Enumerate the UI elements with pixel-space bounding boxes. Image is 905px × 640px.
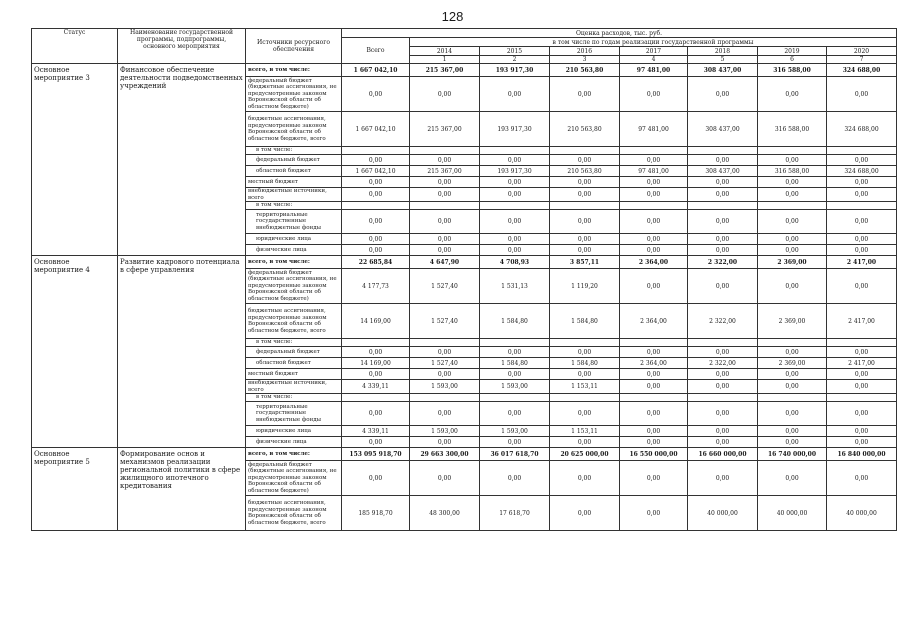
amount-cell: 0,00	[688, 155, 758, 166]
section-status: Основное мероприятие 3	[32, 64, 118, 256]
amount-cell: 0,00	[688, 269, 758, 304]
amount-cell	[410, 394, 480, 402]
amount-cell: 0,00	[410, 461, 480, 496]
funding-source: местный бюджет	[246, 369, 342, 380]
funding-source: областной бюджет	[246, 358, 342, 369]
amount-cell: 0,00	[758, 347, 827, 358]
section-status: Основное мероприятие 4	[32, 256, 118, 448]
amount-cell: 0,00	[827, 426, 897, 437]
amount-cell	[550, 394, 620, 402]
amount-cell: 308 437,00	[688, 64, 758, 77]
amount-cell: 0,00	[620, 369, 688, 380]
funding-source: в том числе:	[246, 147, 342, 155]
amount-cell: 0,00	[620, 269, 688, 304]
amount-cell: 215 367,00	[410, 112, 480, 147]
amount-cell: 0,00	[550, 496, 620, 531]
amount-cell: 0,00	[480, 155, 550, 166]
amount-cell: 40 000,00	[827, 496, 897, 531]
funding-source: в том числе:	[246, 339, 342, 347]
funding-source: всего, в том числе:	[246, 64, 342, 77]
header-year: 2016	[550, 47, 620, 56]
amount-cell: 0,00	[620, 380, 688, 394]
amount-cell: 324 688,00	[827, 166, 897, 177]
amount-cell: 0,00	[827, 269, 897, 304]
amount-cell: 185 918,70	[342, 496, 410, 531]
amount-cell: 0,00	[827, 245, 897, 256]
amount-cell: 4 708,93	[480, 256, 550, 269]
amount-cell: 0,00	[758, 402, 827, 426]
amount-cell: 2 322,00	[688, 358, 758, 369]
amount-cell	[342, 394, 410, 402]
amount-cell	[410, 202, 480, 210]
amount-cell	[827, 202, 897, 210]
amount-cell: 1 667 042,10	[342, 64, 410, 77]
amount-cell: 0,00	[410, 177, 480, 188]
amount-cell: 0,00	[342, 347, 410, 358]
amount-cell: 0,00	[342, 245, 410, 256]
amount-cell: 0,00	[410, 234, 480, 245]
amount-cell: 0,00	[688, 380, 758, 394]
amount-cell: 1 584,80	[550, 358, 620, 369]
amount-cell: 4 339,11	[342, 380, 410, 394]
amount-cell: 16 660 000,00	[688, 448, 758, 461]
amount-cell: 0,00	[827, 380, 897, 394]
amount-cell: 40 000,00	[758, 496, 827, 531]
amount-cell: 48 300,00	[410, 496, 480, 531]
table-row	[32, 448, 897, 461]
amount-cell: 1 667 042,10	[342, 166, 410, 177]
amount-cell: 0,00	[620, 402, 688, 426]
amount-cell	[758, 147, 827, 155]
amount-cell: 2 369,00	[758, 358, 827, 369]
amount-cell: 1 593,00	[480, 380, 550, 394]
funding-source: внебюджетные источники, всего	[246, 188, 342, 202]
amount-cell: 0,00	[758, 426, 827, 437]
funding-source: в том числе:	[246, 394, 342, 402]
column-index: 4	[620, 56, 688, 64]
amount-cell	[827, 339, 897, 347]
amount-cell: 0,00	[410, 210, 480, 234]
amount-cell: 0,00	[620, 155, 688, 166]
amount-cell: 0,00	[480, 245, 550, 256]
amount-cell: 22 685,84	[342, 256, 410, 269]
amount-cell: 0,00	[620, 347, 688, 358]
amount-cell: 210 563,80	[550, 166, 620, 177]
funding-source: территориальные государственные внебюджетные фонды	[246, 210, 342, 234]
amount-cell: 0,00	[410, 245, 480, 256]
amount-cell: 0,00	[550, 402, 620, 426]
amount-cell: 215 367,00	[410, 166, 480, 177]
amount-cell: 1 527,40	[410, 358, 480, 369]
amount-cell: 0,00	[550, 347, 620, 358]
amount-cell: 0,00	[688, 437, 758, 448]
amount-cell: 2 364,00	[620, 304, 688, 339]
amount-cell: 0,00	[342, 369, 410, 380]
header-year: 2018	[688, 47, 758, 56]
amount-cell: 0,00	[550, 210, 620, 234]
amount-cell	[758, 339, 827, 347]
amount-cell: 0,00	[342, 234, 410, 245]
amount-cell	[480, 147, 550, 155]
amount-cell: 324 688,00	[827, 112, 897, 147]
funding-source: территориальные государственные внебюджетные фонды	[246, 402, 342, 426]
amount-cell: 0,00	[620, 210, 688, 234]
funding-source: федеральный бюджет (бюджетные ассигнования, не предусмотренные законом Воронежской области об областном бюджете)	[246, 269, 342, 304]
amount-cell: 0,00	[410, 155, 480, 166]
amount-cell: 0,00	[827, 461, 897, 496]
header-by-years: в том числе по годам реализации государственной программы	[410, 38, 897, 47]
header-year: 2015	[480, 47, 550, 56]
amount-cell: 14 169,00	[342, 304, 410, 339]
amount-cell: 3 857,11	[550, 256, 620, 269]
amount-cell: 0,00	[620, 234, 688, 245]
amount-cell: 193 917,30	[480, 64, 550, 77]
amount-cell: 0,00	[480, 177, 550, 188]
funding-source: бюджетные ассигнования, предусмотренные законом Воронежской области об областном бюджете, всего	[246, 496, 342, 531]
amount-cell: 97 481,00	[620, 64, 688, 77]
amount-cell: 2 364,00	[620, 256, 688, 269]
funding-source: внебюджетные источники, всего	[246, 380, 342, 394]
amount-cell	[688, 202, 758, 210]
amount-cell: 0,00	[827, 402, 897, 426]
amount-cell: 0,00	[480, 437, 550, 448]
amount-cell	[688, 147, 758, 155]
amount-cell: 20 625 000,00	[550, 448, 620, 461]
amount-cell	[550, 202, 620, 210]
amount-cell: 316 588,00	[758, 112, 827, 147]
amount-cell	[688, 394, 758, 402]
header-program: Наименование государственной программы, подпрограммы, основного мероприятия	[118, 29, 246, 64]
amount-cell: 210 563,80	[550, 112, 620, 147]
amount-cell	[620, 394, 688, 402]
funding-source: физические лица	[246, 437, 342, 448]
amount-cell: 0,00	[827, 77, 897, 112]
amount-cell: 0,00	[550, 77, 620, 112]
amount-cell: 0,00	[480, 369, 550, 380]
amount-cell: 0,00	[550, 177, 620, 188]
amount-cell: 0,00	[550, 437, 620, 448]
section-program: Развитие кадрового потенциала в сфере управления	[118, 256, 246, 448]
amount-cell: 1 593,00	[480, 426, 550, 437]
amount-cell: 0,00	[480, 77, 550, 112]
amount-cell: 0,00	[480, 188, 550, 202]
amount-cell	[342, 339, 410, 347]
table-row	[32, 64, 897, 77]
amount-cell: 0,00	[550, 461, 620, 496]
header-total: Всего	[342, 38, 410, 64]
amount-cell: 0,00	[620, 437, 688, 448]
amount-cell: 0,00	[827, 155, 897, 166]
amount-cell: 0,00	[827, 210, 897, 234]
amount-cell: 0,00	[688, 245, 758, 256]
amount-cell: 0,00	[550, 245, 620, 256]
amount-cell	[410, 147, 480, 155]
funding-source: в том числе:	[246, 202, 342, 210]
amount-cell: 0,00	[410, 77, 480, 112]
amount-cell: 2 369,00	[758, 256, 827, 269]
amount-cell: 2 322,00	[688, 304, 758, 339]
header-year: 2020	[827, 47, 897, 56]
page-number: 128	[441, 9, 464, 24]
amount-cell	[342, 202, 410, 210]
amount-cell: 1 667 042,10	[342, 112, 410, 147]
amount-cell: 0,00	[758, 188, 827, 202]
amount-cell	[410, 339, 480, 347]
amount-cell: 0,00	[758, 77, 827, 112]
column-index: 6	[758, 56, 827, 64]
amount-cell: 0,00	[480, 402, 550, 426]
funding-source: местный бюджет	[246, 177, 342, 188]
amount-cell: 0,00	[758, 234, 827, 245]
amount-cell: 0,00	[620, 77, 688, 112]
amount-cell: 0,00	[688, 188, 758, 202]
amount-cell: 4 647,90	[410, 256, 480, 269]
amount-cell: 2 369,00	[758, 304, 827, 339]
amount-cell: 2 322,00	[688, 256, 758, 269]
amount-cell: 0,00	[342, 461, 410, 496]
funding-source: бюджетные ассигнования, предусмотренные законом Воронежской области об областном бюджете, всего	[246, 112, 342, 147]
funding-source: физические лица	[246, 245, 342, 256]
amount-cell: 0,00	[410, 347, 480, 358]
amount-cell: 16 840 000,00	[827, 448, 897, 461]
amount-cell: 0,00	[342, 188, 410, 202]
amount-cell: 0,00	[688, 369, 758, 380]
amount-cell: 0,00	[410, 437, 480, 448]
funding-source: федеральный бюджет	[246, 347, 342, 358]
amount-cell	[827, 147, 897, 155]
amount-cell: 0,00	[688, 177, 758, 188]
column-index: 7	[827, 56, 897, 64]
amount-cell: 16 740 000,00	[758, 448, 827, 461]
amount-cell: 2 417,00	[827, 358, 897, 369]
amount-cell: 153 095 918,70	[342, 448, 410, 461]
amount-cell: 308 437,00	[688, 166, 758, 177]
budget-table	[31, 28, 897, 531]
amount-cell: 0,00	[550, 369, 620, 380]
column-index: 1	[410, 56, 480, 64]
column-index: 3	[550, 56, 620, 64]
amount-cell: 0,00	[688, 402, 758, 426]
amount-cell: 1 527,40	[410, 269, 480, 304]
amount-cell: 2 364,00	[620, 358, 688, 369]
amount-cell: 0,00	[758, 369, 827, 380]
column-index: 5	[688, 56, 758, 64]
amount-cell: 2 417,00	[827, 304, 897, 339]
amount-cell: 0,00	[758, 437, 827, 448]
amount-cell: 0,00	[758, 177, 827, 188]
amount-cell: 0,00	[688, 426, 758, 437]
funding-source: федеральный бюджет (бюджетные ассигнования, не предусмотренные законом Воронежской области об областном бюджете)	[246, 461, 342, 496]
amount-cell: 4 339,11	[342, 426, 410, 437]
funding-source: федеральный бюджет	[246, 155, 342, 166]
header-year: 2017	[620, 47, 688, 56]
amount-cell: 97 481,00	[620, 112, 688, 147]
amount-cell: 16 550 000,00	[620, 448, 688, 461]
amount-cell: 316 588,00	[758, 166, 827, 177]
amount-cell: 1 153,11	[550, 380, 620, 394]
amount-cell: 0,00	[620, 426, 688, 437]
amount-cell: 316 588,00	[758, 64, 827, 77]
amount-cell: 0,00	[688, 234, 758, 245]
amount-cell	[688, 339, 758, 347]
amount-cell	[550, 147, 620, 155]
amount-cell: 0,00	[342, 155, 410, 166]
amount-cell: 0,00	[758, 155, 827, 166]
table-row	[32, 256, 897, 269]
amount-cell: 0,00	[550, 188, 620, 202]
amount-cell: 308 437,00	[688, 112, 758, 147]
amount-cell: 36 017 618,70	[480, 448, 550, 461]
amount-cell: 0,00	[688, 347, 758, 358]
amount-cell: 0,00	[688, 77, 758, 112]
amount-cell: 215 367,00	[410, 64, 480, 77]
amount-cell: 1 527,40	[410, 304, 480, 339]
amount-cell: 0,00	[342, 402, 410, 426]
funding-source: юридические лица	[246, 426, 342, 437]
amount-cell: 0,00	[480, 210, 550, 234]
header-status: Статус	[32, 29, 118, 64]
amount-cell: 0,00	[410, 369, 480, 380]
amount-cell: 0,00	[827, 234, 897, 245]
amount-cell	[827, 394, 897, 402]
amount-cell	[620, 147, 688, 155]
amount-cell: 0,00	[758, 210, 827, 234]
funding-source: всего, в том числе:	[246, 256, 342, 269]
amount-cell: 0,00	[620, 188, 688, 202]
amount-cell: 2 417,00	[827, 256, 897, 269]
amount-cell: 14 169,00	[342, 358, 410, 369]
amount-cell	[620, 339, 688, 347]
amount-cell: 0,00	[410, 188, 480, 202]
amount-cell: 0,00	[688, 210, 758, 234]
amount-cell: 0,00	[758, 245, 827, 256]
amount-cell: 1 593,00	[410, 426, 480, 437]
amount-cell: 0,00	[342, 77, 410, 112]
amount-cell: 1 531,13	[480, 269, 550, 304]
header-estimate: Оценка расходов, тыс. руб.	[342, 29, 897, 38]
column-index: 2	[480, 56, 550, 64]
amount-cell	[480, 394, 550, 402]
amount-cell	[550, 339, 620, 347]
amount-cell: 193 917,30	[480, 112, 550, 147]
amount-cell: 29 663 300,00	[410, 448, 480, 461]
amount-cell	[758, 394, 827, 402]
amount-cell: 97 481,00	[620, 166, 688, 177]
amount-cell: 17 618,70	[480, 496, 550, 531]
amount-cell	[620, 202, 688, 210]
amount-cell: 0,00	[620, 496, 688, 531]
amount-cell: 0,00	[480, 234, 550, 245]
amount-cell: 0,00	[550, 234, 620, 245]
amount-cell: 40 000,00	[688, 496, 758, 531]
amount-cell: 0,00	[758, 461, 827, 496]
section-program: Формирование основ и механизмов реализации региональной политики в сфере жилищного ипотечного кредитования	[118, 448, 246, 531]
amount-cell: 0,00	[620, 461, 688, 496]
amount-cell: 0,00	[342, 177, 410, 188]
amount-cell	[758, 202, 827, 210]
amount-cell: 0,00	[342, 437, 410, 448]
amount-cell: 0,00	[827, 177, 897, 188]
amount-cell: 0,00	[620, 177, 688, 188]
funding-source: бюджетные ассигнования, предусмотренные законом Воронежской области об областном бюджете, всего	[246, 304, 342, 339]
amount-cell: 0,00	[758, 269, 827, 304]
amount-cell: 193 917,30	[480, 166, 550, 177]
funding-source: областной бюджет	[246, 166, 342, 177]
amount-cell: 1 584,80	[550, 304, 620, 339]
amount-cell: 0,00	[758, 380, 827, 394]
amount-cell: 1 593,00	[410, 380, 480, 394]
funding-source: юридические лица	[246, 234, 342, 245]
amount-cell: 0,00	[480, 461, 550, 496]
amount-cell: 1 584,80	[480, 304, 550, 339]
amount-cell: 0,00	[410, 402, 480, 426]
amount-cell: 324 688,00	[827, 64, 897, 77]
amount-cell	[480, 202, 550, 210]
amount-cell: 0,00	[827, 347, 897, 358]
amount-cell: 1 584,80	[480, 358, 550, 369]
funding-source: федеральный бюджет (бюджетные ассигнования, не предусмотренные законом Воронежской области об областном бюджете)	[246, 77, 342, 112]
amount-cell: 0,00	[620, 245, 688, 256]
amount-cell: 0,00	[550, 155, 620, 166]
section-status: Основное мероприятие 5	[32, 448, 118, 531]
amount-cell: 0,00	[827, 369, 897, 380]
amount-cell	[342, 147, 410, 155]
amount-cell: 1 119,20	[550, 269, 620, 304]
amount-cell: 4 177,73	[342, 269, 410, 304]
header-year: 2014	[410, 47, 480, 56]
amount-cell: 0,00	[827, 437, 897, 448]
header-source: Источники ресурсного обеспечения	[246, 29, 342, 64]
amount-cell: 0,00	[480, 347, 550, 358]
amount-cell: 0,00	[688, 461, 758, 496]
header-year: 2019	[758, 47, 827, 56]
amount-cell	[480, 339, 550, 347]
section-program: Финансовое обеспечение деятельности подведомственных учреждений	[118, 64, 246, 256]
amount-cell: 0,00	[827, 188, 897, 202]
amount-cell: 1 153,11	[550, 426, 620, 437]
funding-source: всего, в том числе:	[246, 448, 342, 461]
amount-cell: 210 563,80	[550, 64, 620, 77]
amount-cell: 0,00	[342, 210, 410, 234]
